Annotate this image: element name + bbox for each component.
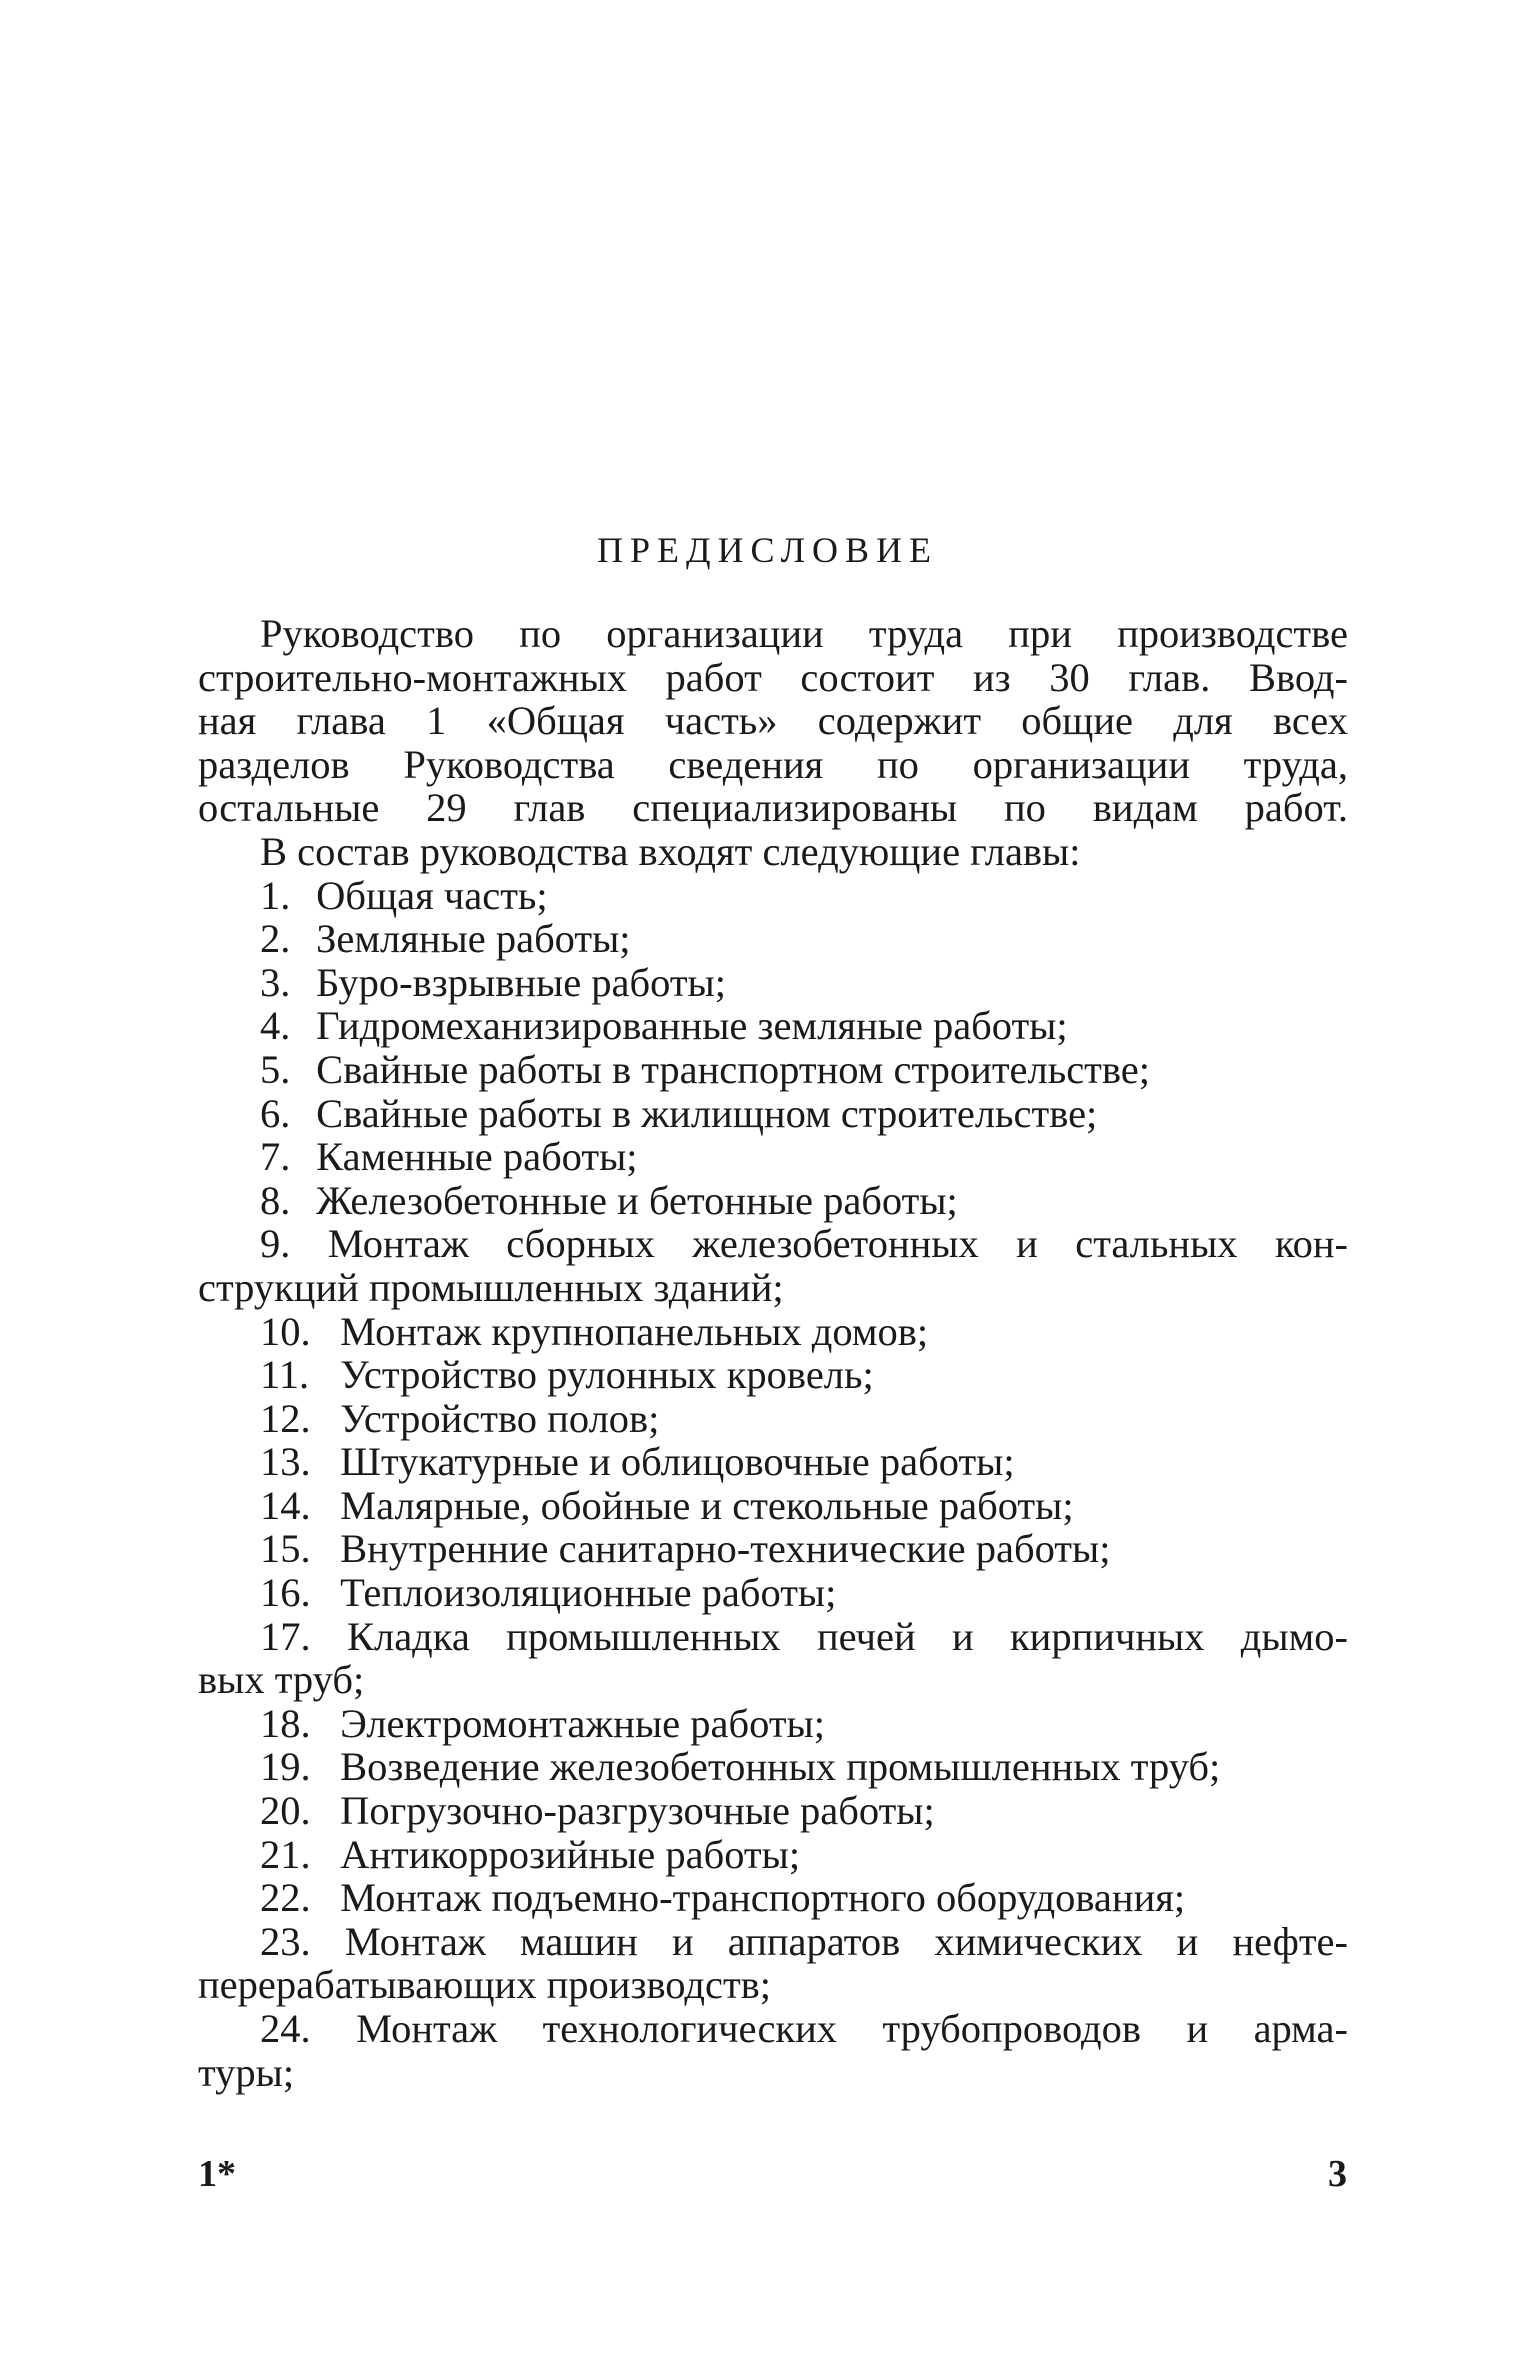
chapter-continuation: туры; <box>198 2049 295 2095</box>
chapter-title: Штукатурные и облицовочные работы; <box>340 1439 1015 1485</box>
chapter-number: 11. <box>260 1352 310 1398</box>
intro-paragraph <box>198 612 1348 830</box>
chapter-item <box>198 1527 1348 1571</box>
chapter-number: 10. <box>260 1308 311 1354</box>
chapter-number: 2. <box>260 916 291 962</box>
chapter-item <box>198 1571 1348 1615</box>
chapter-title: Монтаж машин и аппаратов химических и нефте- <box>344 1918 1348 1964</box>
chapter-item <box>198 1179 1348 1223</box>
chapter-number: 9. <box>260 1221 291 1267</box>
chapter-item <box>198 1222 1348 1309</box>
chapter-number: 12. <box>260 1395 311 1441</box>
chapter-number: 5. <box>260 1046 291 1092</box>
chapter-first-line <box>198 1920 1348 1964</box>
chapter-title: Возведение железобетонных промышленных труб; <box>340 1744 1221 1790</box>
chapter-number: 1. <box>260 872 291 918</box>
chapter-title: Монтаж подъемно-транспортного оборудования; <box>340 1875 1186 1921</box>
chapter-title: Монтаж технологических трубопроводов и арма- <box>356 2006 1348 2051</box>
chapter-number: 7. <box>260 1134 291 1180</box>
paragraph-line: остальные 29 глав специализированы по видам работ. <box>198 785 1348 831</box>
chapter-title: Железобетонные и бетонные работы; <box>316 1177 958 1223</box>
chapter-item <box>198 1353 1348 1397</box>
paragraph-line: ная глава 1 «Общая часть» содержит общие для всех <box>198 698 1348 744</box>
chapter-item <box>198 1833 1348 1877</box>
chapter-continuation: вых труб; <box>198 1657 365 1703</box>
chapter-number: 23. <box>260 1918 311 1964</box>
chapter-number: 21. <box>260 1831 311 1877</box>
paragraph-line: разделов Руководства сведения по организации труда, <box>198 741 1348 787</box>
chapter-number: 17. <box>260 1613 311 1659</box>
chapter-item <box>198 1615 1348 1702</box>
chapter-title: Свайные работы в транспортном строительстве; <box>316 1046 1150 1092</box>
chapter-number: 14. <box>260 1482 311 1528</box>
chapter-number: 3. <box>260 959 291 1005</box>
chapter-item <box>198 1876 1348 1920</box>
chapter-title: Буро-взрывные работы; <box>316 959 727 1005</box>
chapter-item <box>198 1920 1348 2007</box>
chapter-title: Монтаж крупнопанельных домов; <box>340 1308 929 1354</box>
chapter-title: Электромонтажные работы; <box>340 1700 825 1746</box>
chapter-number: 24. <box>260 2006 311 2051</box>
chapter-number: 15. <box>260 1526 311 1572</box>
chapter-item <box>198 1004 1348 1048</box>
chapter-number: 8. <box>260 1177 291 1223</box>
chapter-title: Антикоррозийные работы; <box>340 1831 801 1877</box>
chapter-title: Общая часть; <box>316 872 548 918</box>
signature-mark: 1* <box>198 2153 236 2195</box>
chapter-title: Устройство рулонных кровель; <box>340 1352 874 1398</box>
chapter-first-line <box>198 2007 1348 2051</box>
chapter-title: Монтаж сборных железобетонных и стальных кон- <box>327 1221 1348 1267</box>
chapter-item <box>198 1789 1348 1833</box>
paragraph-line: Руководство по организации труда при производстве <box>260 611 1348 656</box>
chapter-title: Теплоизоляционные работы; <box>340 1570 837 1616</box>
chapter-first-line <box>198 1222 1348 1266</box>
chapter-title: Земляные работы; <box>316 916 631 962</box>
chapter-item <box>198 874 1348 918</box>
chapter-number: 6. <box>260 1090 291 1136</box>
chapter-title: Гидромеханизированные земляные работы; <box>316 1003 1068 1049</box>
body-text <box>198 612 1348 2094</box>
chapter-item <box>198 1440 1348 1484</box>
chapter-item <box>198 1397 1348 1441</box>
chapter-item <box>198 2007 1348 2094</box>
chapter-title: Каменные работы; <box>316 1134 638 1180</box>
chapter-title: Свайные работы в жилищном строительстве; <box>316 1090 1098 1136</box>
chapter-continuation: перерабатывающих производств; <box>198 1962 772 2008</box>
page-number: 3 <box>1328 2153 1347 2195</box>
chapter-list <box>198 874 1348 2095</box>
chapter-first-line <box>198 1615 1348 1659</box>
chapters-intro: В состав руководства входят следующие главы: <box>260 828 1081 874</box>
chapter-number: 16. <box>260 1570 311 1616</box>
chapter-item <box>198 1745 1348 1789</box>
chapter-number: 4. <box>260 1003 291 1049</box>
chapter-item <box>198 1310 1348 1354</box>
chapter-item <box>198 1092 1348 1136</box>
chapter-title: Погрузочно-разгрузочные работы; <box>340 1788 935 1834</box>
chapter-title: Кладка промышленных печей и кирпичных дымо- <box>346 1613 1348 1659</box>
chapter-continuation: струкций промышленных зданий; <box>198 1264 784 1310</box>
paragraph-line: строительно-монтажных работ состоит из 30 глав. Ввод- <box>198 654 1348 700</box>
chapter-number: 18. <box>260 1700 311 1746</box>
chapter-number: 20. <box>260 1788 311 1834</box>
chapter-item <box>198 917 1348 961</box>
chapter-item <box>198 1135 1348 1179</box>
chapter-title: Устройство полов; <box>340 1395 660 1441</box>
chapter-number: 22. <box>260 1875 311 1921</box>
chapter-number: 13. <box>260 1439 311 1485</box>
chapter-number: 19. <box>260 1744 311 1790</box>
chapter-title: Внутренние санитарно-технические работы; <box>340 1526 1111 1572</box>
chapter-title: Малярные, обойные и стекольные работы; <box>340 1482 1074 1528</box>
chapter-item <box>198 1702 1348 1746</box>
chapter-item <box>198 1048 1348 1092</box>
page-title: ПРЕДИСЛОВИЕ <box>596 530 939 570</box>
chapter-item <box>198 961 1348 1005</box>
chapter-item <box>198 1484 1348 1528</box>
